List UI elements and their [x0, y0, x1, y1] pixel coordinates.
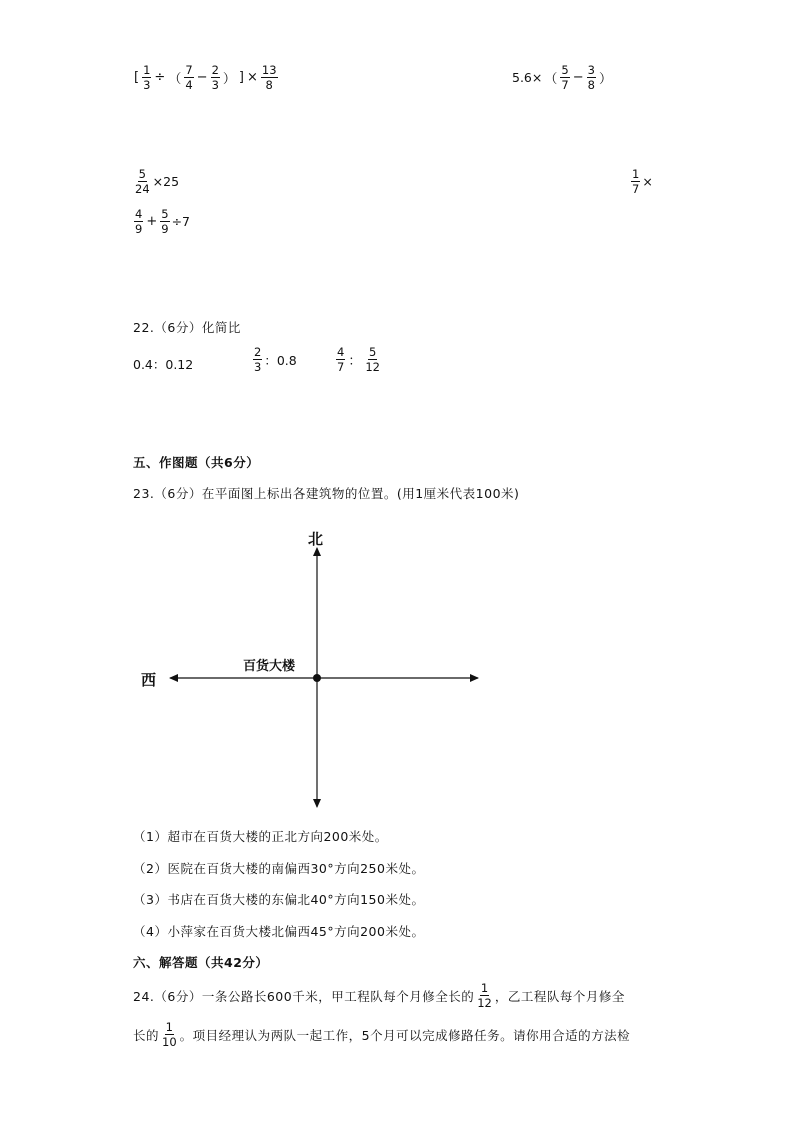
- q23-item-2: （2）医院在百货大楼的南偏西30°方向250米处。: [133, 861, 425, 876]
- minus-sign: −: [572, 70, 584, 86]
- fraction: $\frac{1}{12}$: [477, 981, 492, 1011]
- q24-text: 长的: [133, 1027, 160, 1043]
- right-bracket: ]: [238, 70, 244, 86]
- minus-sign: −: [196, 70, 208, 86]
- left-bracket: [: [134, 70, 140, 86]
- fraction: $\frac{5}{9}$: [161, 207, 169, 237]
- plus-sign: +: [146, 214, 158, 230]
- fraction: $\frac{2}{3}$: [254, 345, 262, 375]
- fraction: $\frac{13}{8}$: [261, 63, 277, 93]
- right-paren: ）: [598, 72, 612, 88]
- fraction: $\frac{5}{24}$: [135, 167, 150, 197]
- expression-tail: ÷7: [171, 214, 190, 230]
- divide-sign: ÷: [154, 70, 166, 86]
- colon: ：: [348, 354, 362, 370]
- expression-tail: ×: [642, 174, 653, 190]
- q24-text: 24.（6分）一条公路长600千米，甲工程队每个月修全长的: [133, 988, 475, 1004]
- q23-heading: 23.（6分）在平面图上标出各建筑物的位置。(用1厘米代表100米): [133, 486, 520, 501]
- fraction: $\frac{1}{10}$: [162, 1020, 177, 1050]
- fraction: $\frac{1}{7}$: [632, 167, 640, 197]
- west-label: 西: [141, 671, 157, 689]
- center-label: 百货大楼: [243, 659, 296, 674]
- q24-line-1: [133, 982, 625, 1009]
- times-sign: ×: [246, 70, 258, 86]
- section-5-title: 五、作图题（共6分）: [133, 455, 260, 470]
- north-label: 北: [308, 530, 324, 548]
- fraction: $\frac{5}{12}$: [365, 345, 380, 375]
- section-6-title: 六、解答题（共42分）: [133, 955, 269, 970]
- q22-heading: 22.（6分）化简比: [133, 320, 241, 335]
- ratio-tail: ：0.8: [264, 352, 297, 368]
- center-point: [313, 674, 321, 682]
- ratio-text: 0.4：0.12: [133, 357, 194, 372]
- left-paren: （: [544, 72, 558, 88]
- fraction: $\frac{4}{9}$: [135, 207, 143, 237]
- q23-item-4: （4）小萍家在百货大楼北偏西45°方向200米处。: [133, 924, 425, 939]
- fraction: $\frac{2}{3}$: [211, 63, 219, 93]
- fraction: $\frac{3}{8}$: [587, 63, 595, 93]
- expression-tail: ×25: [152, 174, 180, 190]
- q24-text: ，乙工程队每个月修全: [494, 988, 625, 1004]
- left-paren: （: [168, 72, 182, 88]
- fraction: $\frac{1}{3}$: [143, 63, 151, 93]
- q23-item-1: （1）超市在百货大楼的正北方向200米处。: [133, 829, 388, 844]
- fraction: $\frac{7}{4}$: [185, 63, 193, 93]
- q24-line-2: [133, 1021, 630, 1048]
- fraction: $\frac{5}{7}$: [561, 63, 569, 93]
- right-paren: ）: [222, 72, 236, 88]
- fraction: $\frac{4}{7}$: [337, 345, 345, 375]
- q23-item-3: （3）书店在百货大楼的东偏北40°方向150米处。: [133, 892, 425, 907]
- q24-text: 。项目经理认为两队一起工作，5个月可以完成修路任务。请你用合适的方法检: [179, 1027, 631, 1043]
- expression-lead: 5.6×: [512, 70, 543, 86]
